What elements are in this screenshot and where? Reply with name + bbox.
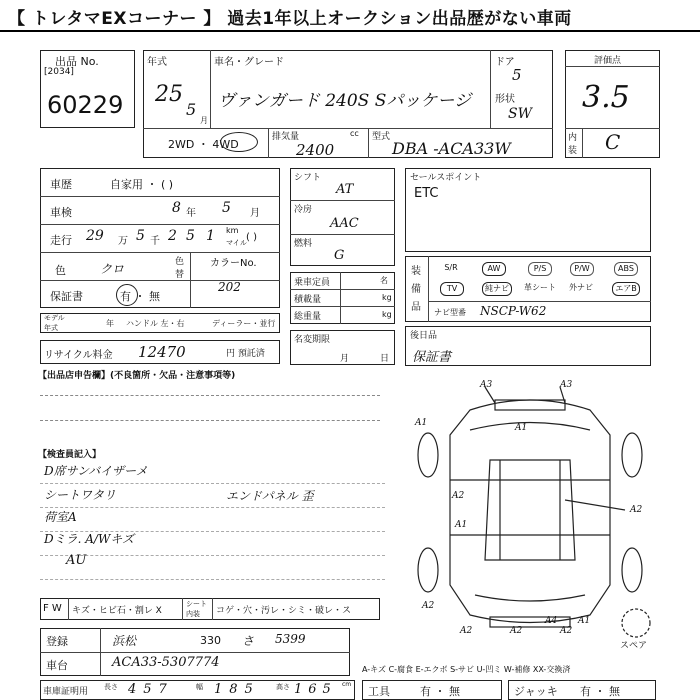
width-value: 185 (214, 682, 260, 697)
history-value: 自家用 ・ ( ) (110, 178, 174, 191)
equip-abs: ABS (614, 262, 638, 276)
exhibitor-line-1 (40, 395, 380, 396)
load-unit: kg (382, 293, 392, 302)
equip-ext-navi: 外ナビ (569, 283, 593, 292)
mileage-paren: ( ) (246, 232, 257, 243)
registration-label: 登録 (46, 635, 68, 648)
inspector-notes-label: 【検査員記入】 (38, 450, 102, 460)
later-items-label: 後日品 (410, 331, 438, 341)
load-label: 積載量 (294, 295, 322, 305)
shape-value: SW (508, 106, 532, 122)
displacement-value: 2400 (296, 141, 335, 159)
equip-tv: TV (440, 282, 464, 296)
gross-label: 総重量 (294, 312, 322, 322)
jack-value: 有 ・ 無 (580, 685, 620, 698)
damage-mark-a1-mid: A1 (455, 520, 468, 530)
warranty-circle (116, 284, 138, 306)
fuel-value: G (334, 248, 345, 263)
rating-label: 評価点 (594, 56, 622, 66)
damage-legend: A-キズ C-腐食 E-エクボ S-サビ U-凹ミ W-補修 XX-交換済 (362, 665, 571, 674)
mileage-digit-4: 千 (150, 236, 160, 247)
color-label: 色 (55, 264, 66, 277)
drive-circle (220, 132, 258, 152)
exhibitor-notes-label: 【出品店申告欄】(不良箇所・欠品・注意事項等) (38, 371, 236, 381)
registration-plate: 浜松 (112, 634, 137, 648)
damage-mark-a2-rear-left: A2 (422, 601, 435, 611)
equipment-label-1: 装 (411, 266, 421, 277)
shift-label: シフト (294, 173, 322, 183)
handle-options: ハンドル 左・右 (126, 319, 185, 328)
doors-value: 5 (512, 66, 522, 84)
wheel-front-left (418, 433, 438, 477)
damage-mark-a3-left: A3 (480, 380, 493, 390)
model-value: DBA -ACA33W (392, 139, 511, 158)
warranty-value: 有 ・ 無 (120, 290, 160, 303)
navi-model-value: NSCP-W62 (480, 304, 547, 318)
tools-label: 工具 (368, 685, 390, 698)
equip-ps: P/S (528, 262, 552, 276)
drive-options: 2WD ・ 4WD (168, 138, 239, 151)
sales-points-label: セールスポイント (410, 173, 482, 183)
mileage-digit-2: 万 (118, 236, 128, 247)
wheel-rear-right (622, 548, 642, 592)
color-no-value: 202 (218, 280, 241, 294)
registration-plate-number: 330 (200, 634, 221, 647)
mileage-unit-top: km (226, 226, 239, 235)
inspector-note-3: 荷室A (44, 510, 77, 524)
length-value: 457 (128, 682, 174, 697)
exhibitor-line-2 (40, 420, 380, 421)
mileage-digit-7: 1 (206, 228, 215, 244)
damage-mark-a1-left: A1 (415, 418, 428, 428)
registration-kana: さ (242, 634, 255, 648)
wheel-front-right (622, 433, 642, 477)
recycle-label: リサイクル料金 (44, 350, 113, 361)
seat-label-bottom: 内装 (186, 610, 200, 618)
ac-label: 冷房 (294, 205, 313, 215)
equip-sr: S/R (444, 263, 458, 272)
navi-model-label: ナビ型番 (434, 308, 466, 317)
damage-mark-a2-bottom-right: A2 (560, 626, 573, 636)
fuel-label: 燃料 (294, 239, 313, 249)
shape-label: 形状 (495, 94, 515, 105)
displacement-unit: cc (350, 129, 359, 138)
displacement-label: 排気量 (272, 132, 300, 142)
lot-number: 60229 (47, 91, 124, 119)
mileage-digit-5: 2 (168, 228, 177, 244)
wheel-rear-left (418, 548, 438, 592)
sales-points-value: ETC (414, 186, 439, 201)
car-damage-diagram (400, 375, 660, 645)
year-value: 25 (155, 82, 183, 107)
ac-value: AAC (330, 216, 359, 231)
inspector-note-1: D席サンバイザーメ (44, 464, 148, 478)
mileage-label: 走行 (50, 234, 72, 247)
warranty-label: 保証書 (50, 290, 83, 303)
lot-box (40, 50, 135, 128)
interior-label-bottom: 装 (568, 146, 578, 156)
shift-value: AT (336, 182, 354, 197)
equip-aw: AW (482, 262, 506, 276)
damage-mark-a3-right: A3 (560, 380, 573, 390)
inspection-month: 5 (222, 200, 231, 216)
seat-options: コゲ・穴・汚レ・シミ・破レ・ス (216, 606, 352, 616)
equip-leather-seat: 革シート (524, 283, 556, 292)
damage-mark-a4: A4 (545, 616, 558, 626)
length-label: 長さ (104, 683, 118, 691)
passengers-unit: 名 (380, 276, 388, 285)
damage-mark-a2-bottom-left: A2 (460, 626, 473, 636)
inspection-month-unit: 月 (250, 208, 260, 219)
inspector-note-end-panel: エンドパネル 歪 (226, 489, 314, 503)
lot-tag: [2034] (44, 67, 74, 77)
year-month: 5 (186, 100, 197, 119)
jack-label: ジャッキ (514, 685, 558, 698)
model-year-label-bottom: 年式 (44, 324, 58, 332)
header-title: 【 トレタマEXコーナー 】 過去1年以上オークション出品歴がない車両 (8, 9, 572, 29)
color-change-bottom: 替 (175, 270, 185, 280)
car-roof (485, 460, 575, 560)
chassis-label: 車台 (46, 659, 68, 672)
chassis-value: ACA33-5307774 (112, 655, 220, 670)
inspection-year: 8 (172, 200, 181, 216)
damage-mark-a2-bottom-mid: A2 (510, 626, 523, 636)
lot-label: 出品 No. (55, 55, 99, 68)
color-value: クロ (100, 262, 125, 276)
equipment-label-3: 品 (411, 302, 421, 313)
fw-label: F W (43, 603, 62, 614)
model-label: 型式 (372, 132, 391, 142)
inspector-note-4: Dミラ. A/Wキズ (44, 532, 135, 546)
equip-pw: P/W (570, 262, 594, 276)
cert-label: 車庫証明用 (43, 687, 89, 697)
inspection-year-unit: 年 (186, 208, 196, 219)
seat-label-top: シート (186, 600, 207, 608)
damage-mark-a1-rear: A1 (578, 616, 591, 626)
inspector-note-2: シートワタリ (44, 488, 116, 502)
mileage-digit-3: 5 (136, 228, 145, 244)
year-label: 年式 (147, 57, 167, 68)
name-change-label: 名変期限 (294, 335, 331, 345)
car-label: 車名・グレード (214, 57, 284, 68)
width-label: 幅 (196, 683, 203, 691)
height-value: 165 (294, 682, 337, 697)
spare-tire (622, 609, 650, 637)
mileage-unit-bottom: マイル (226, 239, 247, 247)
name-change-month: 月 (340, 354, 350, 364)
dealer-options: ディーラー・並行 (212, 319, 276, 328)
damage-mark-a2-door: A2 (452, 491, 465, 501)
passengers-label: 乗車定員 (294, 278, 331, 288)
fw-options: キズ・ヒビ石・割レ X (72, 606, 162, 616)
inspector-note-5: AU (66, 553, 87, 568)
equip-airbag: エアB (612, 282, 640, 296)
later-items-value: 保証書 (412, 350, 452, 365)
recycle-unit: 円 預託済 (226, 349, 265, 359)
doors-label: ドア (495, 57, 515, 68)
model-year-label-top: モデル (44, 314, 65, 322)
recycle-value: 12470 (138, 343, 186, 361)
gross-unit: kg (382, 310, 392, 319)
year-month-unit: 月 (200, 116, 208, 125)
car-name: ヴァンガード 240S Sパッケージ (218, 91, 472, 111)
cert-unit: cm (342, 681, 352, 688)
registration-number: 5399 (275, 632, 306, 646)
name-change-day: 日 (380, 354, 390, 364)
rating-value: 3.5 (582, 80, 630, 115)
color-change-top: 色 (175, 257, 185, 267)
inspection-label: 車検 (50, 206, 72, 219)
model-year-unit: 年 (106, 319, 114, 328)
spare-label: スペア (620, 641, 648, 651)
mileage-digit-6: 5 (186, 228, 195, 244)
color-no-label: カラーNo. (210, 258, 257, 269)
interior-label-top: 内 (568, 133, 578, 143)
height-label: 高さ (276, 683, 290, 691)
car-body-outline (450, 400, 610, 623)
history-label: 車歴 (50, 178, 72, 191)
equipment-label-2: 備 (411, 284, 421, 295)
header-bar (0, 0, 700, 32)
damage-mark-a1-front: A1 (515, 423, 528, 433)
mileage-digit-1: 29 (86, 228, 104, 244)
damage-mark-a2-right: A2 (630, 505, 643, 515)
interior-value: C (605, 130, 621, 154)
tools-value: 有 ・ 無 (420, 685, 460, 698)
equip-pure-navi: 純ナビ (482, 282, 512, 296)
